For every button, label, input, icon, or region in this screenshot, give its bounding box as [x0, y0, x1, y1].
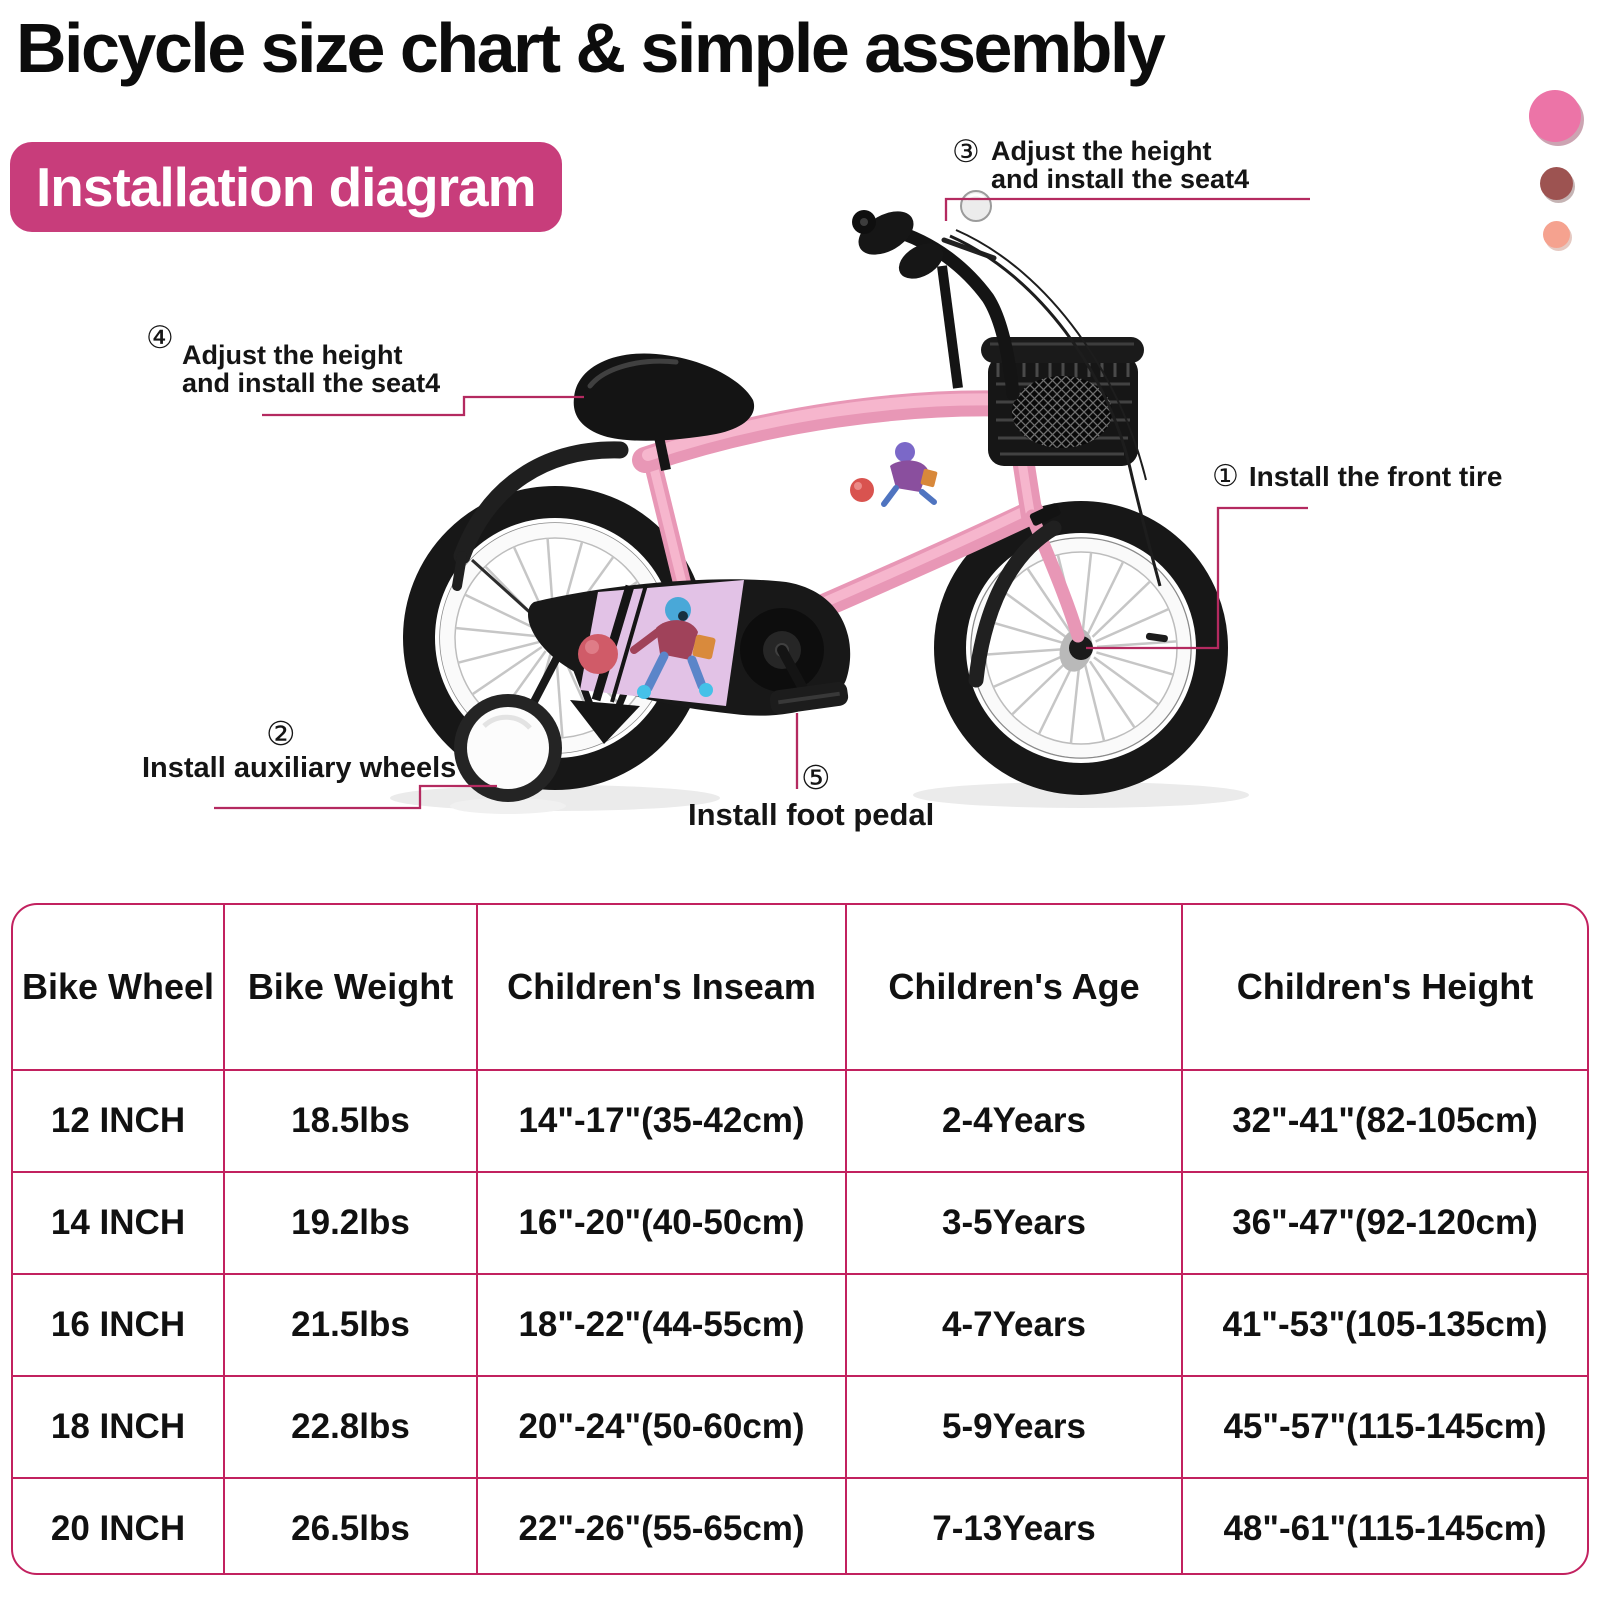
callout-1-number: ① — [1212, 459, 1239, 494]
callout-5-number: ⑤ — [801, 758, 831, 797]
callout-3-number: ③ — [952, 134, 980, 170]
col-header-bike-wheel: Bike Wheel — [13, 905, 224, 1070]
callout-3-label: Adjust the height and install the seat4 — [991, 136, 1250, 194]
chain-guard — [528, 579, 850, 715]
size-chart-table — [11, 903, 1589, 1575]
frame-logo: FKZNPJ — [686, 471, 805, 513]
installation-diagram-badge: Installation diagram — [10, 142, 562, 232]
col-header-age: Children's Age — [846, 905, 1182, 1070]
table-header-row — [13, 905, 1587, 1070]
col-header-bike-weight: Bike Weight — [224, 905, 477, 1070]
leader-line-4 — [262, 397, 584, 415]
table-row: 12 INCH 18.5lbs 14"-17"(35-42cm) 2-4Years 32"-41"(82-105cm) — [13, 1070, 1587, 1172]
table-row: 20 INCH 26.5lbs 22"-26"(55-65cm) 7-13Years 48"-61"(115-145cm) — [13, 1478, 1587, 1575]
callout-2-label: Install auxiliary wheels — [142, 752, 457, 784]
callout-4-number: ④ — [146, 320, 174, 356]
table-row: 18 INCH 22.8lbs 20"-24"(50-60cm) 5-9Years 45"-57"(115-145cm) — [13, 1376, 1587, 1478]
table-row: 14 INCH 19.2lbs 16"-20"(40-50cm) 3-5Years 36"-47"(92-120cm) — [13, 1172, 1587, 1274]
page-title: Bicycle size chart & simple assembly — [16, 9, 1164, 87]
frame-decals — [687, 442, 938, 532]
callout-5-label: Install foot pedal — [688, 797, 935, 832]
callout-2-number: ② — [266, 714, 296, 753]
leader-line-3 — [946, 199, 1310, 221]
col-header-height: Children's Height — [1182, 905, 1587, 1070]
callout-4-label: Adjust the height and install the seat4 — [182, 340, 441, 398]
col-header-inseam: Children's Inseam — [477, 905, 846, 1070]
callout-1-label: ① Install the front tire — [1212, 459, 1503, 494]
table-row: 16 INCH 21.5lbs 18"-22"(44-55cm) 4-7Years 41"-53"(105-135cm) — [13, 1274, 1587, 1376]
headtube-cartoon-decal — [850, 442, 938, 504]
